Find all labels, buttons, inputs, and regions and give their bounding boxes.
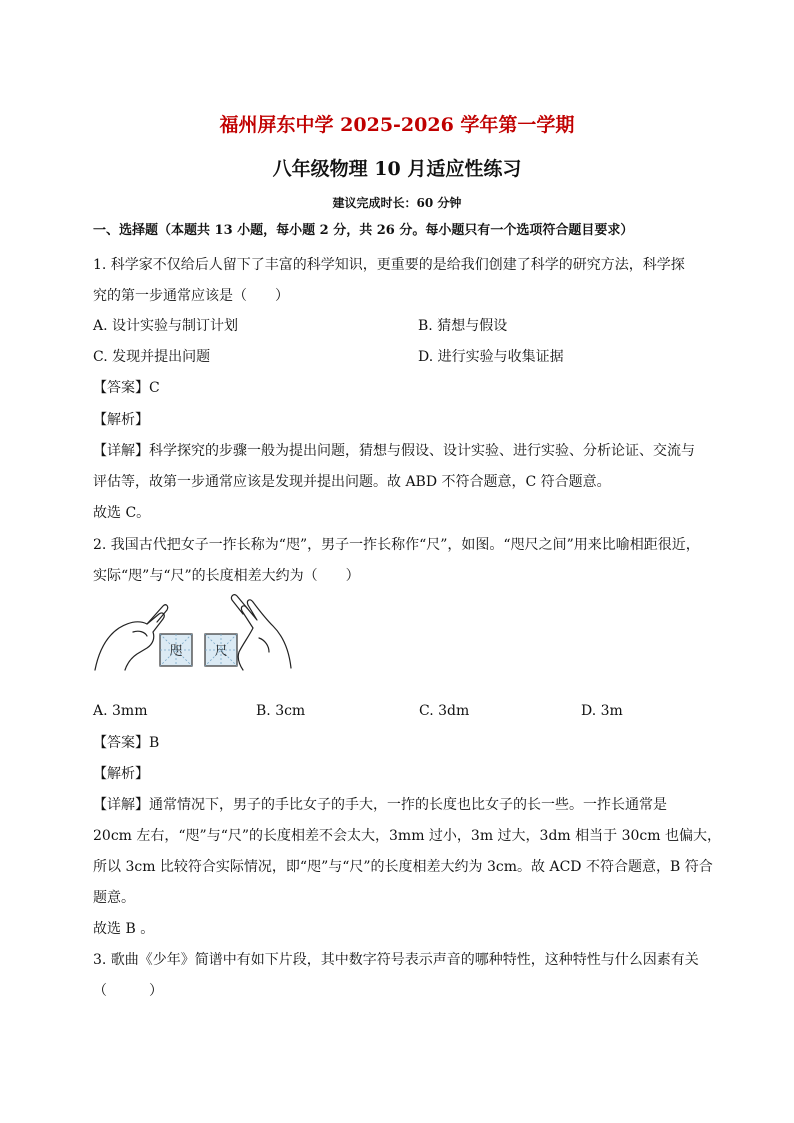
q3-stem-line1: 3. 歌曲《少年》简谱中有如下片段，其中数字符号表示声音的哪种特性，这种特性与什么因素有关: [93, 952, 699, 968]
char-box-zhi: [160, 634, 192, 666]
q1-detail-line2: 评估等，故第一步通常应该是发现并提出问题。故 ABD 不符合题意，C 符合题意。: [93, 474, 611, 490]
q1-option-a: A. 设计实验与制订计划: [93, 318, 239, 334]
q2-detail-line2: 20cm 左右，“咫”与“尺”的长度相差不会太大，3mm 过小，3m 过大，3dm 相当于 30cm 也偏大，: [93, 828, 721, 844]
q2-detail-line1: 【详解】通常情况下，男子的手比女子的手大，一拃的长度也比女子的长一些。一拃长通常是: [93, 797, 667, 813]
char-zhi-label: 咫: [169, 644, 183, 659]
q2-option-b: B. 3cm: [256, 703, 306, 719]
q2-answer: 【答案】B: [93, 735, 160, 751]
q1-stem-line1: 1. 科学家不仅给后人留下了丰富的科学知识，更重要的是给我们创建了科学的研究方法，科学探: [93, 257, 685, 273]
q2-analysis: 【解析】: [93, 766, 149, 782]
q1-option-d: D. 进行实验与收集证据: [418, 349, 564, 365]
q2-detail-line4: 题意。: [93, 890, 135, 906]
q1-answer: 【答案】C: [93, 380, 160, 396]
q1-choose: 故选 C。: [93, 505, 151, 521]
char-box-chi: [205, 634, 237, 666]
q2-option-d: D. 3m: [581, 703, 623, 719]
section-heading: 一、选择题（本题共 13 小题，每小题 2 分，共 26 分。每小题只有一个选项符合题目要求）: [93, 223, 634, 238]
q1-stem-line2: 究的第一步通常应该是（ ）: [93, 288, 289, 304]
q1-detail-line1: 【详解】科学探究的步骤一般为提出问题，猜想与假设、设计实验、进行实验、分析论证、交流与: [93, 443, 695, 459]
q2-detail-line3: 所以 3cm 比较符合实际情况，即“咫”与“尺”的长度相差大约为 3cm。故 ACD 不符合题意，B 符合: [93, 859, 713, 875]
q2-option-c: C. 3dm: [419, 703, 470, 719]
q1-option-c: C. 发现并提出问题: [93, 349, 211, 365]
q1-analysis: 【解析】: [93, 412, 149, 428]
hands-illustration: [93, 594, 293, 674]
time-note: 建议完成时长：60 分钟: [332, 196, 462, 210]
hand-span-figure: [93, 594, 293, 674]
exam-subtitle: 八年级物理 10 月适应性练习: [272, 158, 522, 180]
q3-stem-line2: （ ）: [93, 983, 163, 999]
q2-stem-line1: 2. 我国古代把女子一拃长称为“咫”，男子一拃长称作“尺”，如图。“咫尺之间”用来比喻相距很近，: [93, 537, 700, 553]
q1-option-b: B. 猜想与假设: [418, 318, 508, 334]
school-title: 福州屏东中学 2025-2026 学年第一学期: [219, 114, 575, 136]
char-chi-label: 尺: [214, 644, 228, 659]
q2-stem-line2: 实际“咫”与“尺”的长度相差大约为（ ）: [93, 568, 360, 584]
q2-option-a: A. 3mm: [93, 703, 148, 719]
q2-choose: 故选 B 。: [93, 921, 155, 937]
